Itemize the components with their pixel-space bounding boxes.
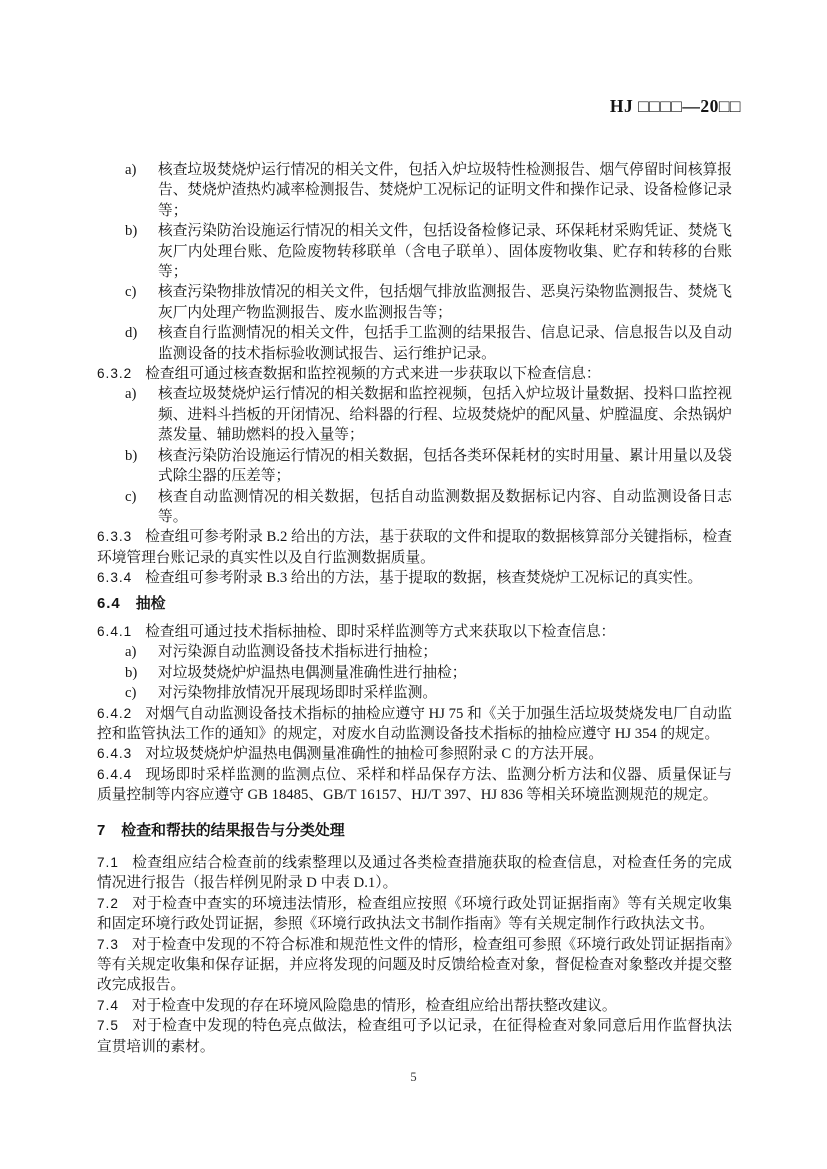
list-item-label: a) <box>125 386 137 403</box>
clause-text: 检查组可参考附录 B.3 给出的方法，基于提取的数据，核查焚烧炉工况标记的真实性。 <box>145 570 703 587</box>
list-item-label: b) <box>125 223 138 240</box>
clause-text: 检查组可通过核查数据和监控视频的方式来进一步获取以下检查信息： <box>145 366 601 383</box>
list-item-632-b <box>97 446 732 487</box>
clause-number: 6.4.2 <box>97 705 133 721</box>
list-item-631-a <box>97 160 732 221</box>
list-item-631-c <box>97 282 732 323</box>
clause-number: 7.3 <box>97 936 119 952</box>
clause-number: 6.4.3 <box>97 746 133 762</box>
list-item-label: a) <box>125 162 137 178</box>
list-item-text: 对垃圾焚烧炉炉温热电偶测量准确性进行抽检； <box>158 664 467 681</box>
clause-6-4-4 <box>97 765 732 806</box>
clause-text: 现场即时采样监测的监测点位、采样和样品保存方法、监测分析方法和仪器、质量保证与质量控制等内容应遵守 GB 18485、GB/T 16157、HJ/T 397、HJ 836 等相关环境监测规范的规定。 <box>97 766 732 804</box>
clause-text: 对烟气自动监测设备技术指标的抽检应遵守 HJ 75 和《关于加强生活垃圾焚烧发电厂自动监控和监管执法工作的通知》的规定，对废水自动监测设备技术指标的抽检应遵守 HJ 354 的规定。 <box>97 705 732 742</box>
page-number: 5 <box>410 1070 417 1084</box>
section-heading-6-4 <box>97 594 732 614</box>
clause-6-3-2 <box>97 364 732 384</box>
clause-text: 对于检查中发现的存在环境风险隐患的情形，检查组应给出帮扶整改建议。 <box>131 997 617 1014</box>
list-item-label: b) <box>125 447 138 464</box>
clause-7-2 <box>97 894 732 935</box>
clause-6-3-4 <box>97 568 732 588</box>
clause-6-4-2 <box>97 704 732 745</box>
list-item-641-b <box>97 663 732 683</box>
list-item-text: 核查污染防治设施运行情况的相关文件，包括设备检修记录、环保耗材采购凭证、焚烧飞灰厂内处理台账、危险废物转移联单（含电子联单）、固体废物收集、贮存和转移的台账等； <box>158 223 732 281</box>
section-title: 抽检 <box>135 595 166 612</box>
clause-7-3 <box>97 935 732 996</box>
clause-text: 对于检查中查实的环境违法情形，检查组应按照《环境行政处罚证据指南》等有关规定收集和固定环境行政处罚证据，参照《环境行政执法文书制作指南》等有关规定制作行政执法文书。 <box>97 895 732 933</box>
list-item-text: 核查污染防治设施运行情况的相关数据，包括各类环保耗材的实时用量、累计用量以及袋式除尘器的压差等； <box>158 447 732 485</box>
clause-6-3-3 <box>97 527 732 568</box>
section-title: 检查和帮扶的结果报告与分类处理 <box>121 822 345 839</box>
list-item-text: 核查垃圾焚烧炉运行情况的相关文件，包括入炉垃圾特性检测报告、烟气停留时间核算报告、焚烧炉渣热灼减率检测报告、焚烧炉工况标记的证明文件和操作记录、设备检修记录等； <box>158 162 732 219</box>
list-item-label: b) <box>125 664 138 681</box>
clause-number: 6.4.1 <box>97 623 133 639</box>
list-item-label: a) <box>125 644 137 661</box>
clause-text: 检查组应结合检查前的线索整理以及通过各类检查措施获取的检查信息，对检查任务的完成情况进行报告（报告样例见附录 D 中表 D.1）。 <box>97 855 732 892</box>
list-item-label: c) <box>125 685 137 702</box>
document-body <box>97 160 732 1057</box>
list-item-text: 核查自行监测情况的相关文件，包括手工监测的结果报告、信息记录、信息报告以及自动监测设备的技术指标验收测试报告、运行维护记录。 <box>158 325 732 362</box>
list-item-label: c) <box>125 284 137 301</box>
list-item-text: 核查自动监测情况的相关数据，包括自动监测数据及数据标记内容、自动监测设备日志等。 <box>158 488 732 525</box>
list-item-641-c <box>97 683 732 703</box>
clause-number: 6.3.4 <box>97 570 133 586</box>
clause-number: 6.3.2 <box>97 366 133 382</box>
clause-text: 检查组可通过技术指标抽检、即时采样监测等方式来获取以下检查信息： <box>145 623 616 640</box>
clause-6-4-1 <box>97 622 732 642</box>
clause-6-4-3 <box>97 744 732 764</box>
list-item-631-b <box>97 221 732 282</box>
clause-number: 6.3.3 <box>97 529 133 545</box>
clause-text: 对于检查中发现的特色亮点做法，检查组可予以记录，在征得检查对象同意后用作监督执法宣贯培训的素材。 <box>97 1018 732 1055</box>
clause-number: 6.4.4 <box>97 766 133 782</box>
clause-number: 7.2 <box>97 895 119 911</box>
clause-text: 对于检查中发现的不符合标准和规范性文件的情形，检查组可参照《环境行政处罚证据指南》等有关规定收集和保存证据，并应将发现的问题及时反馈给检查对象，督促检查对象整改并提交整改完成报告。 <box>97 936 732 994</box>
section-heading-7 <box>97 821 732 841</box>
clause-number: 7.5 <box>97 1018 119 1034</box>
list-item-632-a <box>97 384 732 445</box>
list-item-632-c <box>97 487 732 528</box>
list-item-text: 对污染物排放情况开展现场即时采样监测。 <box>158 685 438 702</box>
list-item-label: d) <box>125 325 138 342</box>
clause-text: 检查组可参考附录 B.2 给出的方法，基于获取的文件和提取的数据核算部分关键指标，检查环境管理台账记录的真实性以及自行监测数据质量。 <box>97 529 732 566</box>
list-item-text: 核查垃圾焚烧炉运行情况的相关数据和监控视频，包括入炉垃圾计量数据、投料口监控视频、进料斗挡板的开闭情况、给料器的行程、垃圾焚烧炉的配风量、炉膛温度、余热锅炉蒸发量、辅助燃料的投入量等； <box>158 386 732 444</box>
clause-number: 7.4 <box>97 997 119 1013</box>
list-item-text: 核查污染物排放情况的相关文件，包括烟气排放监测报告、恶臭污染物监测报告、焚烧飞灰厂内处理产物监测报告、废水监测报告等； <box>158 284 732 321</box>
list-item-631-d <box>97 323 732 364</box>
clause-text: 对垃圾焚烧炉炉温热电偶测量准确性的抽检可参照附录 C 的方法开展。 <box>145 746 604 763</box>
list-item-text: 对污染源自动监测设备技术指标进行抽检； <box>158 644 438 661</box>
section-number: 6.4 <box>97 595 121 612</box>
clause-7-4 <box>97 996 732 1016</box>
clause-number: 7.1 <box>97 855 119 870</box>
doc-code: HJ □□□□—20□□ <box>609 96 741 116</box>
list-item-641-a <box>97 642 732 662</box>
clause-7-5 <box>97 1016 732 1057</box>
section-number: 7 <box>97 822 107 839</box>
list-item-label: c) <box>125 488 137 505</box>
clause-7-1 <box>97 853 732 894</box>
